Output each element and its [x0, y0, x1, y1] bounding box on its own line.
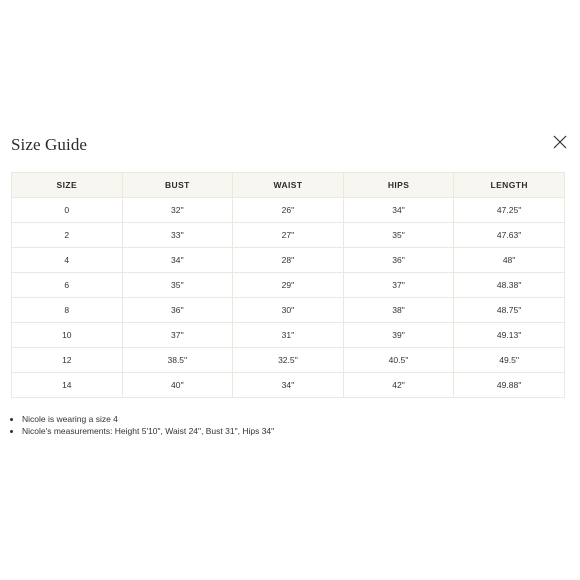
cell-length: 48.75'': [454, 298, 565, 323]
list-item: • Nicole's measurements: Height 5'10", Waist 24", Bust 31", Hips 34": [22, 425, 274, 437]
cell-bust: 36'': [122, 298, 233, 323]
cell-bust: 40'': [122, 373, 233, 398]
close-icon: [553, 135, 567, 149]
table-row: [12, 373, 565, 398]
cell-size: 12: [12, 348, 123, 373]
cell-hips: 35'': [343, 223, 454, 248]
cell-waist: 34'': [233, 373, 344, 398]
column-header-length: LENGTH: [454, 173, 565, 198]
cell-length: 48.38'': [454, 273, 565, 298]
cell-waist: 28'': [233, 248, 344, 273]
size-table: [11, 172, 565, 398]
cell-waist: 27'': [233, 223, 344, 248]
cell-bust: 32'': [122, 198, 233, 223]
table-row: [12, 248, 565, 273]
cell-waist: 31'': [233, 323, 344, 348]
cell-waist: 29'': [233, 273, 344, 298]
list-item: • Nicole is wearing a size 4: [22, 413, 274, 425]
cell-hips: 39'': [343, 323, 454, 348]
cell-waist: 30'': [233, 298, 344, 323]
cell-length: 49.5'': [454, 348, 565, 373]
cell-hips: 37'': [343, 273, 454, 298]
cell-length: 49.88'': [454, 373, 565, 398]
column-header-hips: HIPS: [343, 173, 454, 198]
cell-hips: 40.5'': [343, 348, 454, 373]
cell-length: 47.63'': [454, 223, 565, 248]
cell-hips: 36'': [343, 248, 454, 273]
cell-hips: 38'': [343, 298, 454, 323]
cell-waist: 26'': [233, 198, 344, 223]
column-header-waist: WAIST: [233, 173, 344, 198]
cell-size: 14: [12, 373, 123, 398]
column-header-bust: BUST: [122, 173, 233, 198]
cell-length: 49.13'': [454, 323, 565, 348]
cell-waist: 32.5'': [233, 348, 344, 373]
modal-title: Size Guide: [11, 135, 88, 154]
model-notes: [11, 413, 274, 437]
cell-length: 48'': [454, 248, 565, 273]
cell-size: 8: [12, 298, 123, 323]
cell-bust: 38.5'': [122, 348, 233, 373]
cell-bust: 35'': [122, 273, 233, 298]
cell-size: 6: [12, 273, 123, 298]
close-button[interactable]: [553, 135, 567, 149]
cell-size: 0: [12, 198, 123, 223]
table-row: [12, 223, 565, 248]
cell-bust: 34'': [122, 248, 233, 273]
table-row: [12, 198, 565, 223]
table-row: [12, 298, 565, 323]
cell-bust: 37'': [122, 323, 233, 348]
cell-size: 2: [12, 223, 123, 248]
cell-size: 4: [12, 248, 123, 273]
cell-length: 47.25'': [454, 198, 565, 223]
table-header-row: [12, 173, 565, 198]
cell-hips: 42'': [343, 373, 454, 398]
cell-hips: 34'': [343, 198, 454, 223]
table-row: [12, 323, 565, 348]
cell-size: 10: [12, 323, 123, 348]
cell-bust: 33'': [122, 223, 233, 248]
table-row: [12, 273, 565, 298]
column-header-size: SIZE: [12, 173, 123, 198]
table-row: [12, 348, 565, 373]
